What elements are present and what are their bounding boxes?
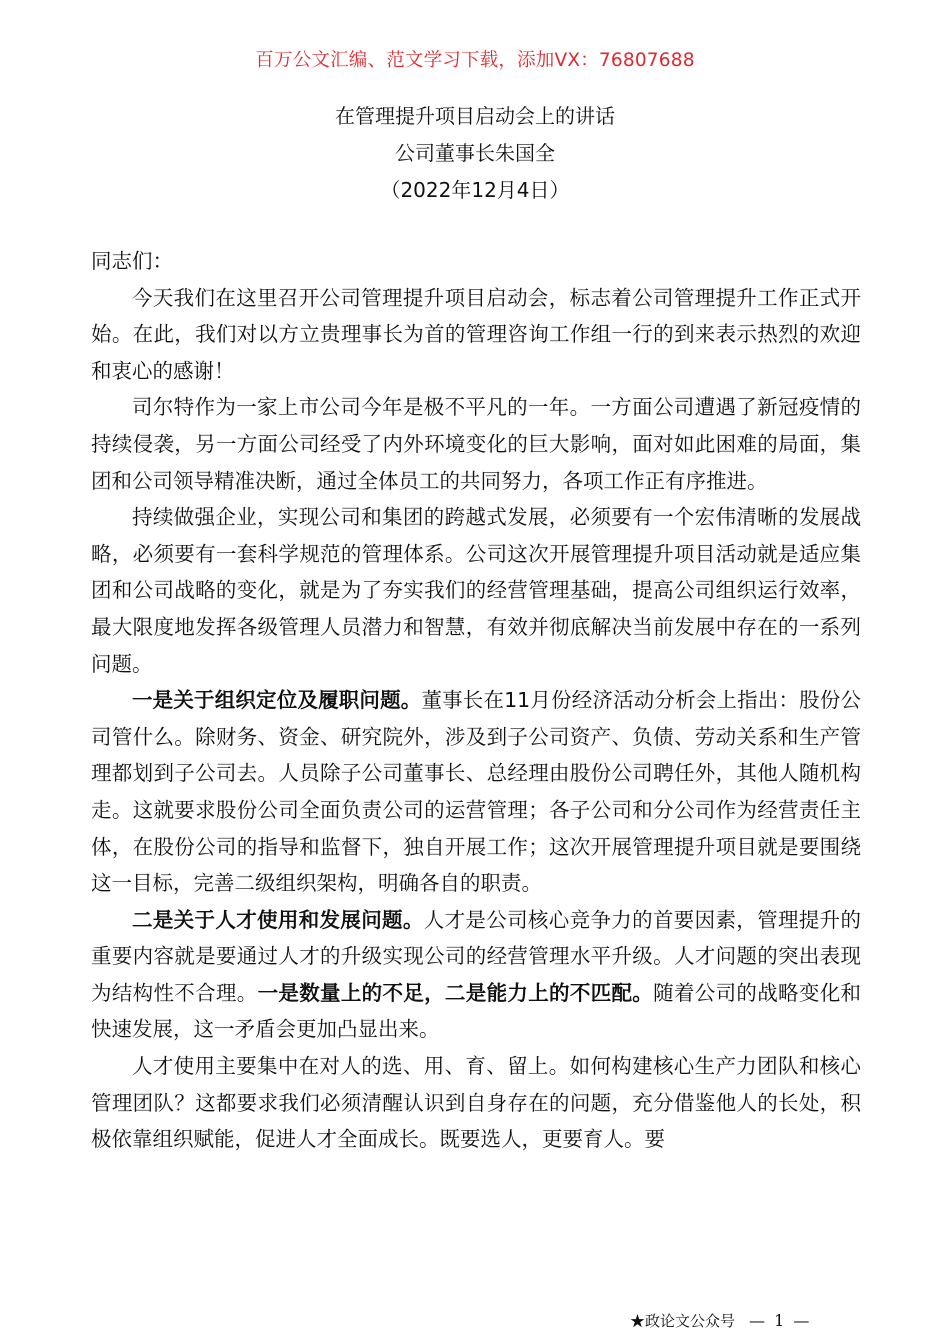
- document-body: [91, 243, 861, 1158]
- paragraph-5-text-b: 随着公司的战略变化和快速发展，这一矛盾会更加凸显出来。: [91, 980, 862, 1042]
- paragraph-5-heading: 二是关于人才使用和发展问题。: [132, 907, 424, 932]
- paragraph-3: 持续做强企业，实现公司和集团的跨越式发展，必须要有一个宏伟清晰的发展战略，必须要有一套科学规范的管理体系。公司这次开展管理提升项目活动就是适应集团和公司战略的变化，就是为了夯实我们的经营管理基础，提高公司组织运行效率，最大限度地发挥各级管理人员潜力和智慧，有效并彻底解决当前发展中存在的一系列问题。: [91, 505, 861, 676]
- paragraph-5-text-a: 人才是公司核心竞争力的首要因素，管理提升的重要内容就是要通过人才的升级实现公司的经营管理水平升级。人才问题的突出表现为结构性不合理。: [91, 907, 861, 1005]
- paragraph-4-text: 董事长在11月份经济活动分析会上指出：股份公司管什么。除财务、资金、研究院外，涉及到子公司资产、负债、劳动关系和生产管理都划到子公司去。人员除子公司董事长、总经理由股份公司聘任外，其他人随机构走。这就要求股份公司全面负责公司的运营管理；各子公司和分公司作为经营责任主体，在股份公司的指导和监督下，独自开展工作；这次开展管理提升项目就是要围绕这一目标，完善二级组织架构，明确各自的职责。: [91, 688, 861, 896]
- salutation: 同志们：: [91, 249, 173, 273]
- paragraph-1: 今天我们在这里召开公司管理提升项目启动会，标志着公司管理提升工作正式开始。在此，我们对以方立贵理事长为首的管理咨询工作组一行的到来表示热烈的欢迎和衷心的感谢！: [91, 285, 861, 383]
- paragraph-5: [91, 902, 861, 1048]
- paragraph-4-heading: 一是关于组织定位及履职问题。: [132, 688, 422, 713]
- page-number: — 1 —: [749, 1311, 812, 1330]
- date-line: （2022年12月4日）: [380, 178, 570, 202]
- paragraph-6: 人才使用主要集中在对人的选、用、育、留上。如何构建核心生产力团队和核心管理团队？这都要求我们必须清醒认识到自身存在的问题，充分借鉴他人的长处，积极依靠组织赋能，促进人才全面成长。既要选人，更要育人。要: [91, 1054, 861, 1152]
- page-footer: [630, 1310, 811, 1331]
- paragraph-5-emphasis: 一是数量上的不足，二是能力上的不匹配。: [257, 980, 654, 1005]
- paragraph-4: [91, 682, 861, 902]
- document-header: [0, 98, 950, 209]
- footer-source: ★政论文公众号: [630, 1312, 736, 1330]
- watermark-banner: 百万公文汇编、范文学习下载，添加VX：76807688: [255, 50, 695, 71]
- document-title: 在管理提升项目启动会上的讲话: [335, 104, 615, 128]
- paragraph-2: 司尔特作为一家上市公司今年是极不平凡的一年。一方面公司遭遇了新冠疫情的持续侵袭，另一方面公司经受了内外环境变化的巨大影响，面对如此困难的局面，集团和公司领导精准决断，通过全体员工的共同努力，各项工作正有序推进。: [91, 395, 861, 493]
- speaker-line: 公司董事长朱国全: [395, 141, 555, 165]
